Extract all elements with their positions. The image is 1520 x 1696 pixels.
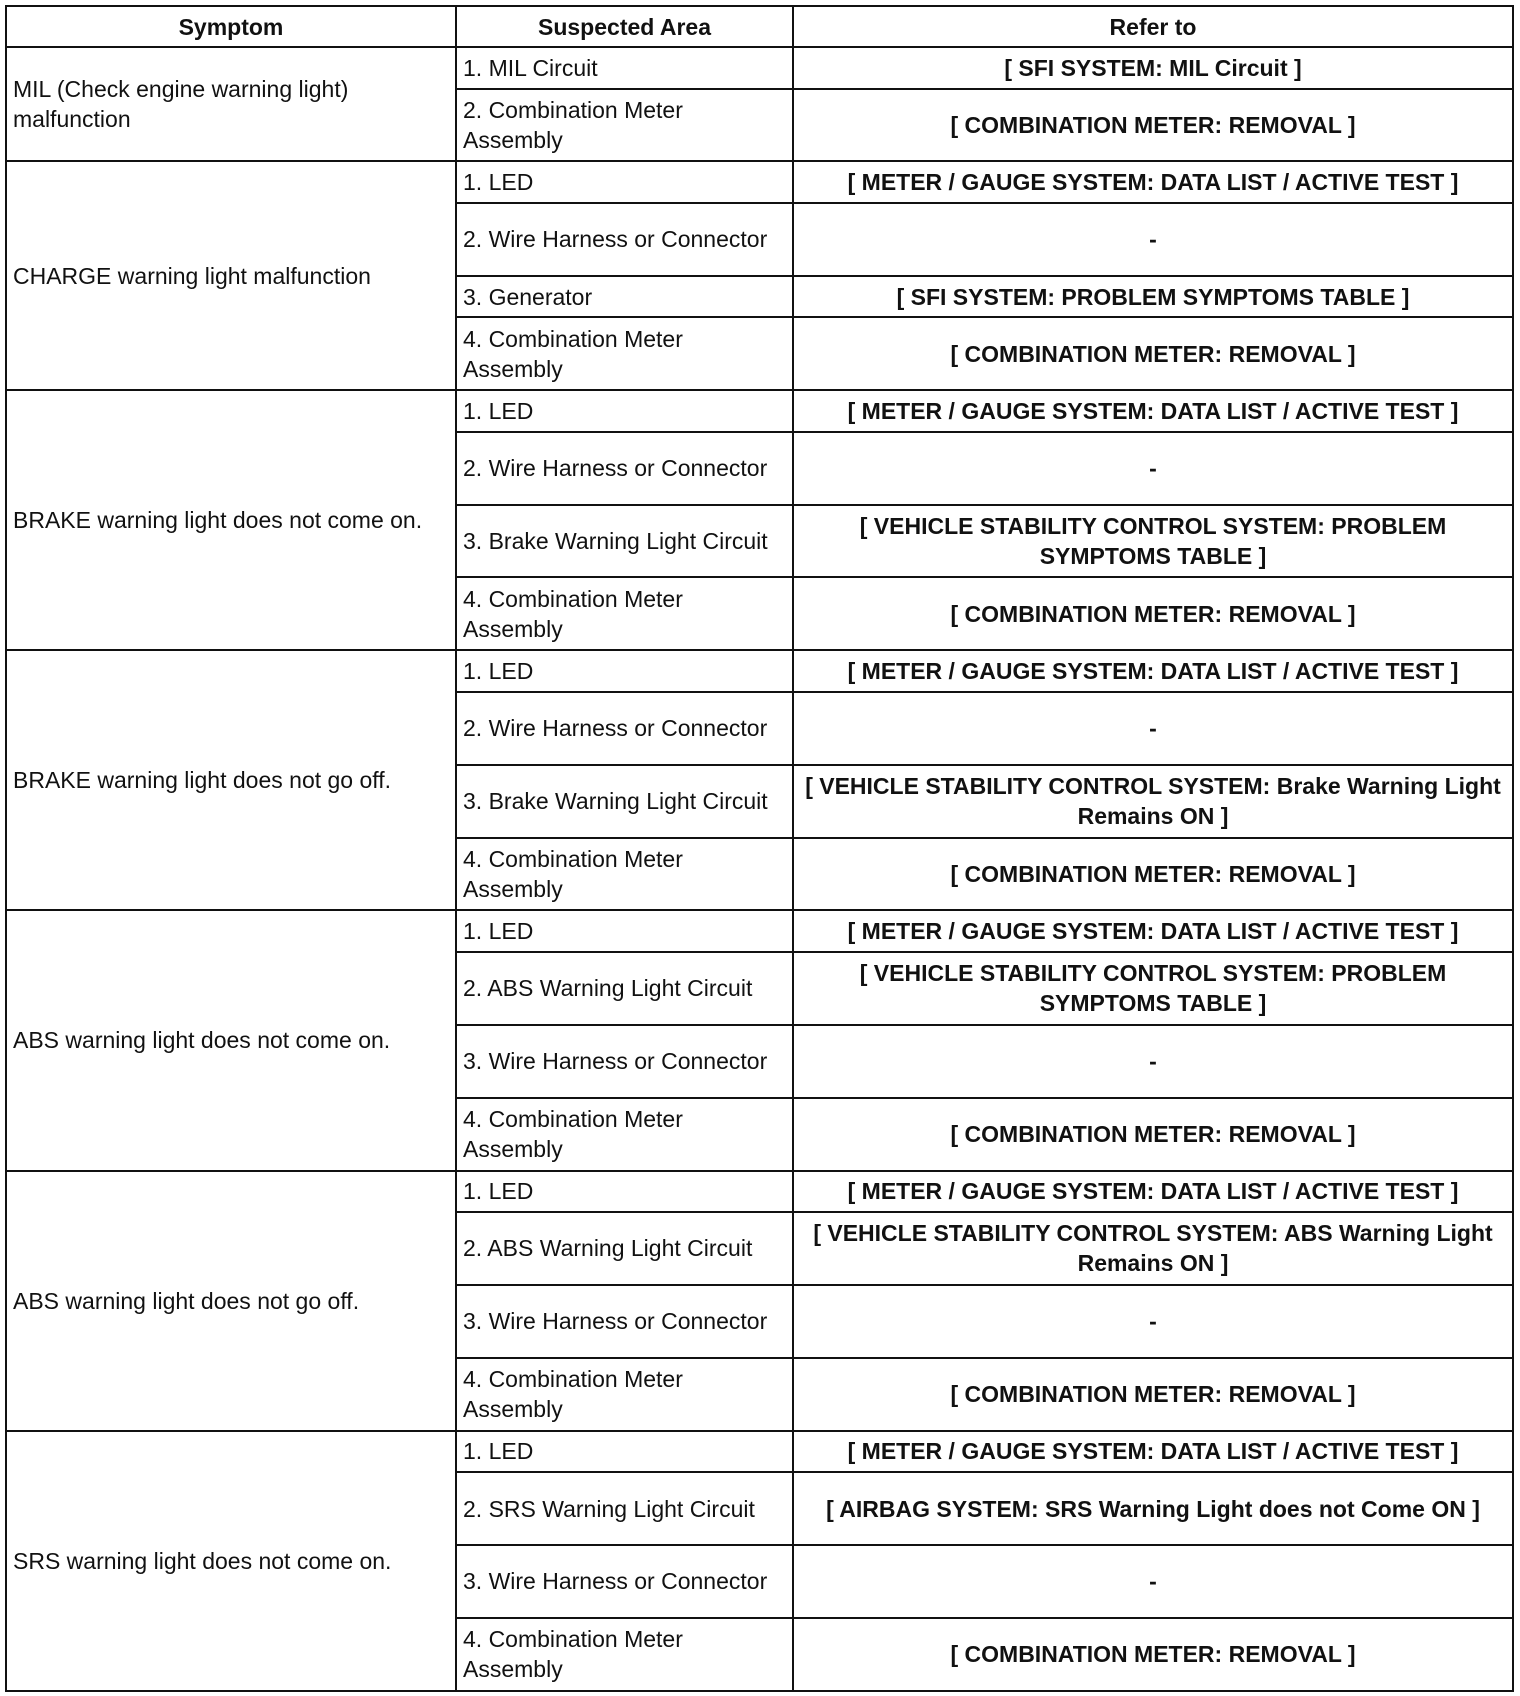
refer-to-cell: - (793, 432, 1513, 505)
refer-to-cell: [ VEHICLE STABILITY CONTROL SYSTEM: Brake Warning Light Remains ON ] (793, 765, 1513, 838)
table-row (6, 47, 1513, 89)
suspected-area-cell: 2. Combination Meter Assembly (456, 89, 793, 162)
refer-to-cell: [ COMBINATION METER: REMOVAL ] (793, 577, 1513, 650)
suspected-area-cell: 1. LED (456, 390, 793, 432)
refer-to-cell: [ METER / GAUGE SYSTEM: DATA LIST / ACTIVE TEST ] (793, 161, 1513, 203)
symptom-cell: CHARGE warning light malfunction (6, 161, 456, 390)
refer-to-cell: - (793, 1025, 1513, 1098)
refer-to-cell: [ METER / GAUGE SYSTEM: DATA LIST / ACTIVE TEST ] (793, 390, 1513, 432)
suspected-area-cell: 3. Wire Harness or Connector (456, 1545, 793, 1618)
refer-to-cell: - (793, 203, 1513, 276)
refer-to-cell: [ VEHICLE STABILITY CONTROL SYSTEM: ABS Warning Light Remains ON ] (793, 1212, 1513, 1285)
suspected-area-cell: 1. MIL Circuit (456, 47, 793, 89)
refer-to-cell: [ VEHICLE STABILITY CONTROL SYSTEM: PROBLEM SYMPTOMS TABLE ] (793, 505, 1513, 578)
refer-to-cell: [ METER / GAUGE SYSTEM: DATA LIST / ACTIVE TEST ] (793, 910, 1513, 952)
refer-to-cell: [ COMBINATION METER: REMOVAL ] (793, 89, 1513, 162)
suspected-area-header: Suspected Area (456, 6, 793, 47)
suspected-area-cell: 2. SRS Warning Light Circuit (456, 1472, 793, 1545)
suspected-area-cell: 3. Wire Harness or Connector (456, 1285, 793, 1358)
refer-to-cell: [ METER / GAUGE SYSTEM: DATA LIST / ACTIVE TEST ] (793, 1431, 1513, 1473)
table-row (6, 390, 1513, 432)
table-row (6, 1171, 1513, 1213)
suspected-area-cell: 3. Generator (456, 276, 793, 318)
refer-to-cell: [ AIRBAG SYSTEM: SRS Warning Light does not Come ON ] (793, 1472, 1513, 1545)
suspected-area-cell: 3. Brake Warning Light Circuit (456, 765, 793, 838)
suspected-area-cell: 3. Wire Harness or Connector (456, 1025, 793, 1098)
problem-symptoms-table (5, 5, 1514, 1692)
suspected-area-cell: 4. Combination Meter Assembly (456, 1618, 793, 1691)
table-row (6, 910, 1513, 952)
refer-to-cell: [ COMBINATION METER: REMOVAL ] (793, 1358, 1513, 1431)
refer-to-cell: [ COMBINATION METER: REMOVAL ] (793, 838, 1513, 911)
table-row (6, 161, 1513, 203)
symptom-cell: ABS warning light does not come on. (6, 910, 456, 1170)
suspected-area-cell: 1. LED (456, 1431, 793, 1473)
suspected-area-cell: 4. Combination Meter Assembly (456, 1098, 793, 1171)
suspected-area-cell: 2. Wire Harness or Connector (456, 203, 793, 276)
symptom-cell: BRAKE warning light does not come on. (6, 390, 456, 650)
suspected-area-cell: 4. Combination Meter Assembly (456, 577, 793, 650)
refer-to-cell: - (793, 1285, 1513, 1358)
suspected-area-cell: 3. Brake Warning Light Circuit (456, 505, 793, 578)
refer-to-cell: - (793, 1545, 1513, 1618)
suspected-area-cell: 1. LED (456, 1171, 793, 1213)
refer-to-cell: [ COMBINATION METER: REMOVAL ] (793, 1098, 1513, 1171)
table-row (6, 1431, 1513, 1473)
symptom-header: Symptom (6, 6, 456, 47)
suspected-area-cell: 2. ABS Warning Light Circuit (456, 1212, 793, 1285)
refer-to-header: Refer to (793, 6, 1513, 47)
table-body (6, 47, 1513, 1691)
refer-to-cell: [ METER / GAUGE SYSTEM: DATA LIST / ACTIVE TEST ] (793, 1171, 1513, 1213)
suspected-area-cell: 1. LED (456, 161, 793, 203)
header-row (6, 6, 1513, 47)
refer-to-cell: - (793, 692, 1513, 765)
suspected-area-cell: 4. Combination Meter Assembly (456, 1358, 793, 1431)
symptom-cell: MIL (Check engine warning light) malfunction (6, 47, 456, 161)
refer-to-cell: [ METER / GAUGE SYSTEM: DATA LIST / ACTIVE TEST ] (793, 650, 1513, 692)
suspected-area-cell: 1. LED (456, 650, 793, 692)
symptom-cell: BRAKE warning light does not go off. (6, 650, 456, 910)
suspected-area-cell: 2. Wire Harness or Connector (456, 692, 793, 765)
suspected-area-cell: 4. Combination Meter Assembly (456, 317, 793, 390)
suspected-area-cell: 2. ABS Warning Light Circuit (456, 952, 793, 1025)
refer-to-cell: [ COMBINATION METER: REMOVAL ] (793, 1618, 1513, 1691)
symptom-cell: ABS warning light does not go off. (6, 1171, 456, 1431)
table-row (6, 650, 1513, 692)
refer-to-cell: [ SFI SYSTEM: MIL Circuit ] (793, 47, 1513, 89)
refer-to-cell: [ VEHICLE STABILITY CONTROL SYSTEM: PROBLEM SYMPTOMS TABLE ] (793, 952, 1513, 1025)
refer-to-cell: [ COMBINATION METER: REMOVAL ] (793, 317, 1513, 390)
symptom-cell: SRS warning light does not come on. (6, 1431, 456, 1691)
suspected-area-cell: 2. Wire Harness or Connector (456, 432, 793, 505)
suspected-area-cell: 4. Combination Meter Assembly (456, 838, 793, 911)
refer-to-cell: [ SFI SYSTEM: PROBLEM SYMPTOMS TABLE ] (793, 276, 1513, 318)
suspected-area-cell: 1. LED (456, 910, 793, 952)
